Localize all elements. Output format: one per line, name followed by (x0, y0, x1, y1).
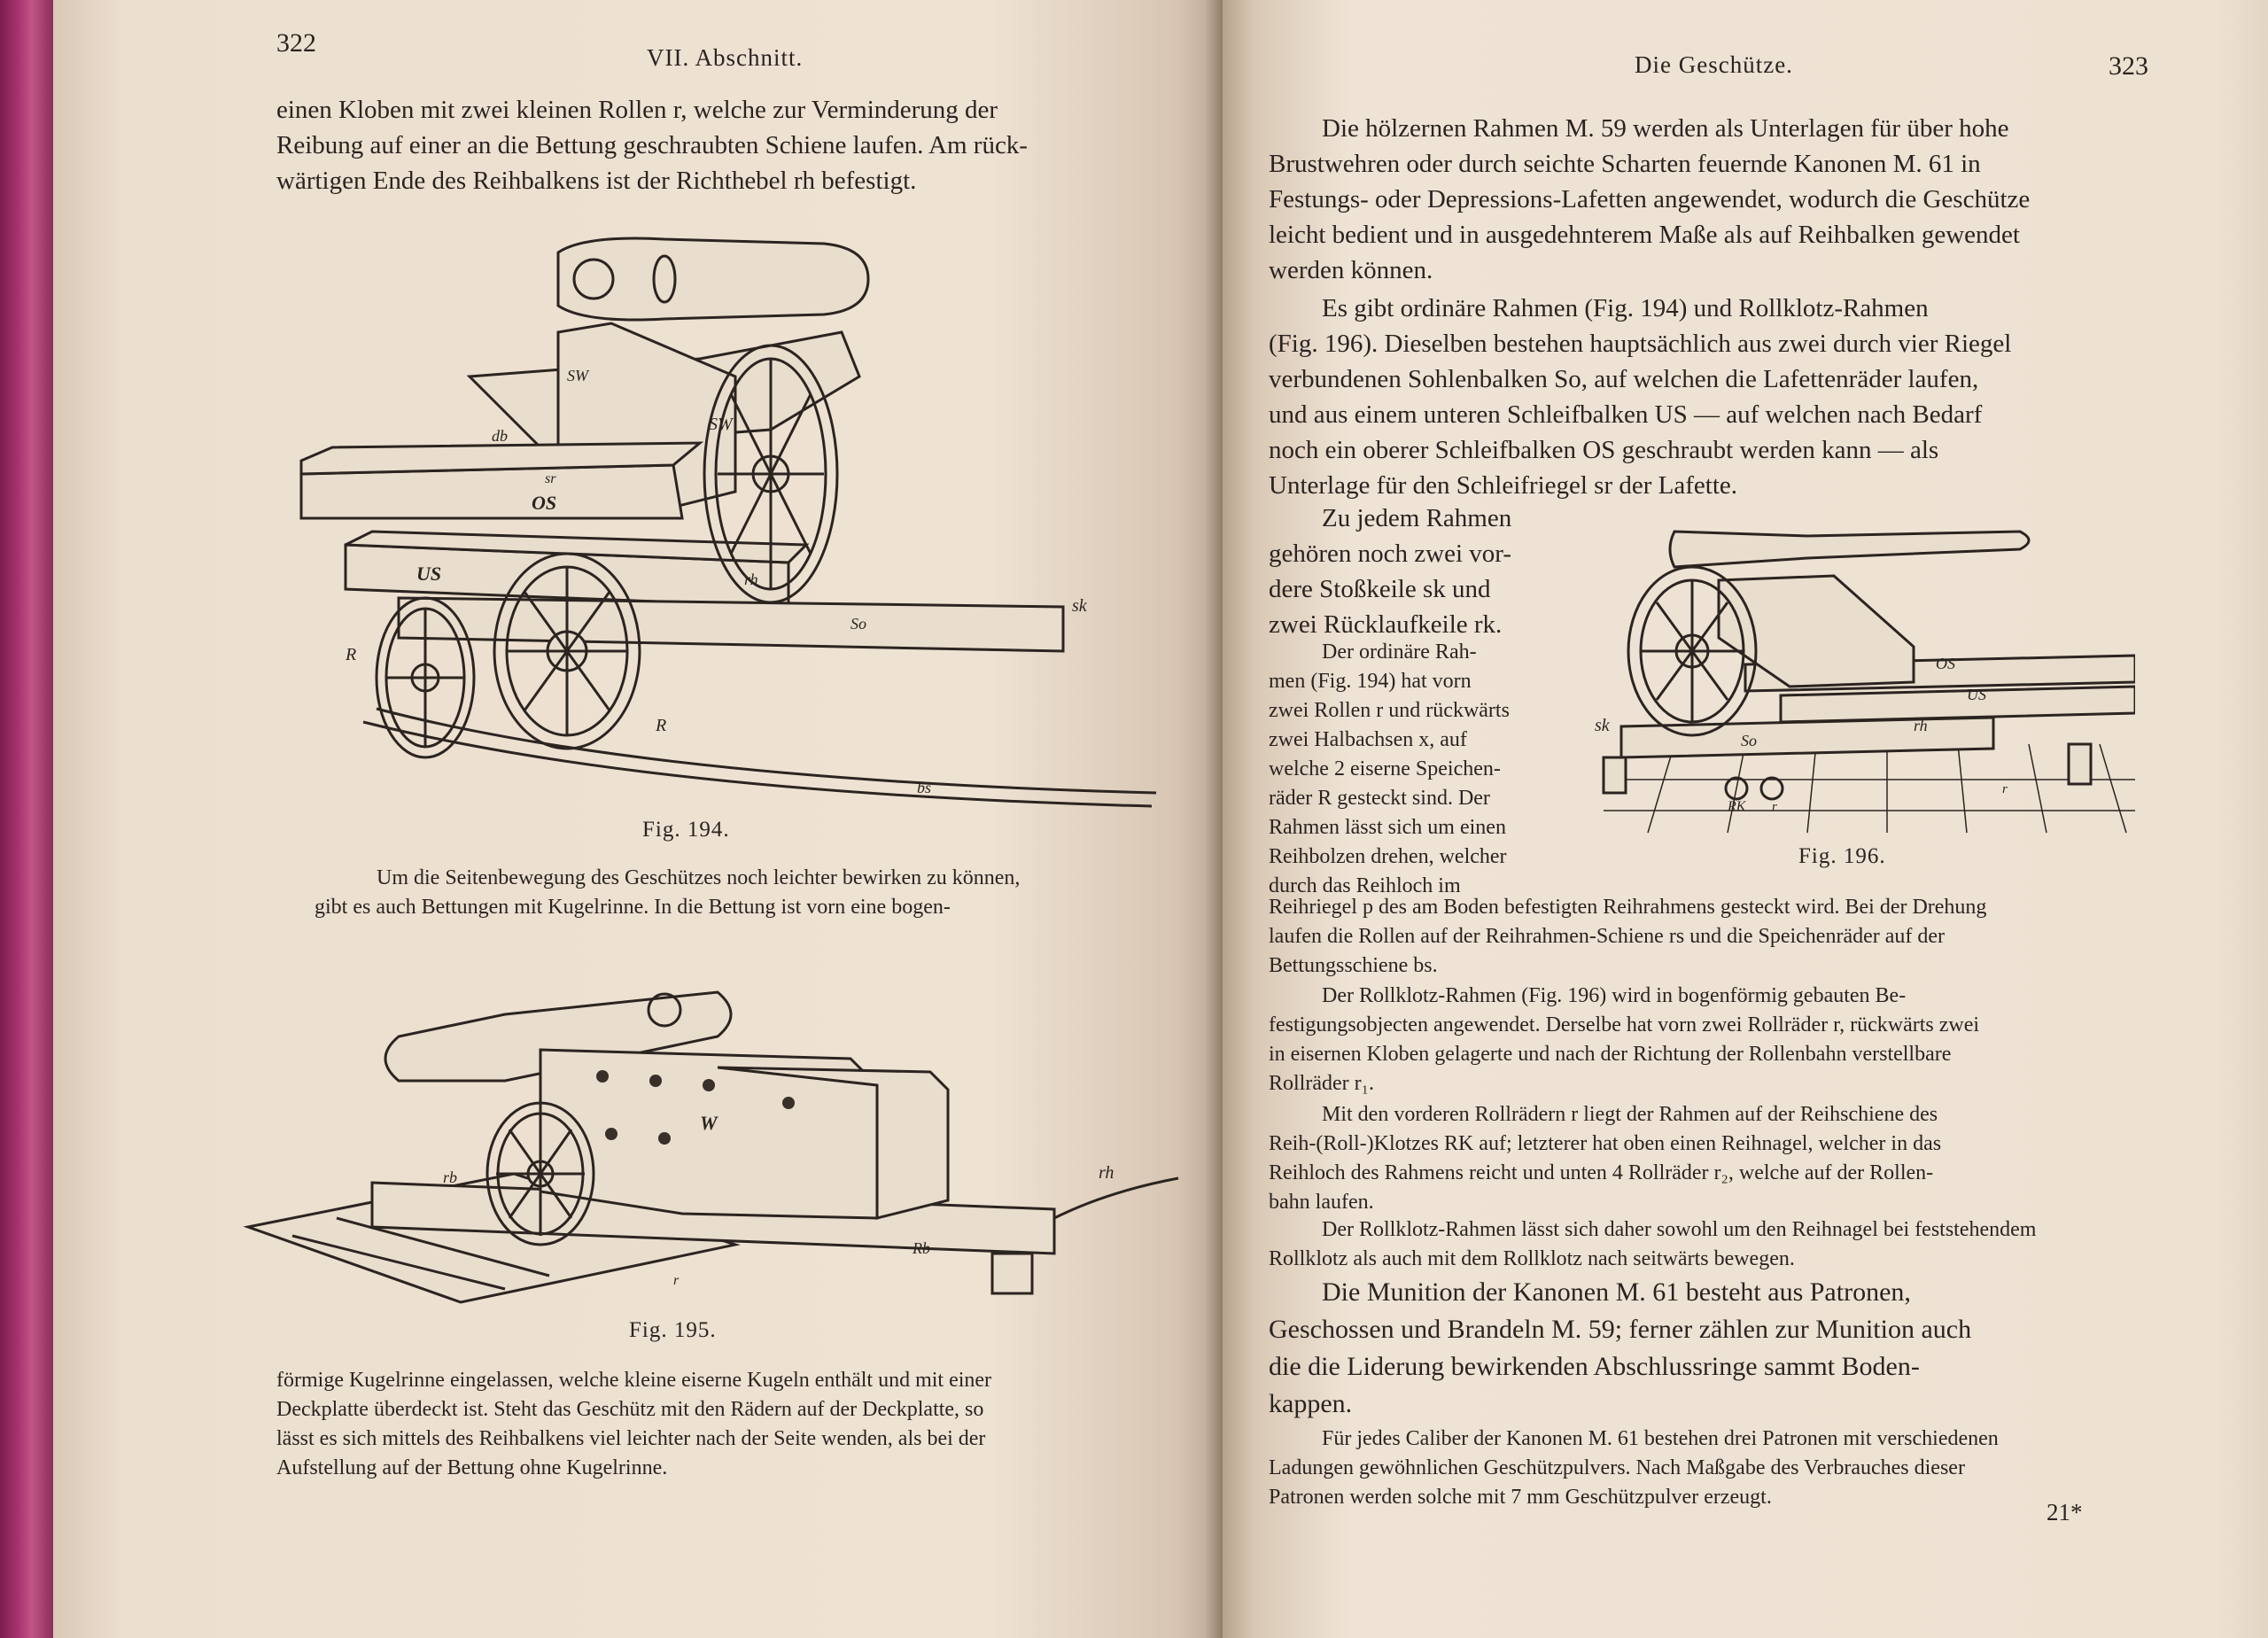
fig195-illustration (239, 952, 1196, 1316)
svg-text:rh: rh (1099, 1163, 1115, 1183)
svg-text:W: W (700, 1112, 718, 1134)
left-intro-text (276, 92, 1207, 198)
svg-text:r: r (2002, 782, 2008, 796)
text-line: durch das Reihloch im (1269, 874, 1461, 897)
text-line: werden können. (1269, 256, 1433, 284)
page-number-right: 323 (2109, 51, 2148, 81)
text-line: Patronen werden solche mit 7 mm Geschützpulver erzeugt. (1269, 1486, 1772, 1509)
svg-text:US: US (1967, 686, 1986, 703)
text-line: noch ein oberer Schleifbalken OS geschraubt werden kann — als (1269, 436, 1939, 464)
right-para8 (1269, 1274, 2190, 1423)
svg-text:R: R (656, 716, 667, 735)
svg-text:rh: rh (1914, 717, 1928, 734)
text-line: Bettungsschiene bs. (1269, 954, 1438, 977)
left-end-text (276, 1366, 1176, 1483)
right-para2 (1269, 291, 2190, 503)
text-line: dere Stoßkeile sk und (1269, 575, 1491, 603)
text-line: Rollräder r₁. (1269, 1072, 1374, 1095)
text-line: Reih-(Roll-)Klotzes RK auf; letzterer hat oben einen Reihnagel, welcher in das (1269, 1132, 1942, 1155)
svg-text:R: R (346, 645, 357, 664)
text-line: zwei Rücklaufkeile rk. (1269, 610, 1503, 639)
text-line: festigungsobjecten angewendet. Derselbe hat vorn zwei Rollräder r, rückwärts zwei (1269, 1013, 1980, 1036)
text-line: Reihriegel p des am Boden befestigten Reihrahmens gesteckt wird. Bei der Drehung (1269, 896, 1987, 919)
signature-mark: 21* (2047, 1499, 2083, 1525)
right-para5 (1269, 982, 2190, 1098)
text-line: Reihbolzen drehen, welcher (1269, 845, 1507, 868)
right-para7 (1269, 1215, 2190, 1274)
text-line: (Fig. 196). Dieselben bestehen hauptsächlich aus zwei durch vier Riegel (1269, 330, 2012, 358)
text-line: Rahmen lässt sich um einen (1269, 816, 1506, 839)
svg-text:Rb: Rb (913, 1239, 930, 1257)
svg-text:db: db (492, 427, 508, 445)
svg-text:bs: bs (917, 779, 932, 796)
fig196-caption: Fig. 196. (1798, 844, 1886, 868)
right-para6 (1269, 1100, 2190, 1217)
text-line: Geschossen und Brandeln M. 59; ferner zählen zur Munition auch (1269, 1315, 1972, 1344)
text-line: Um die Seitenbewegung des Geschützes noch leichter bewirken zu können, (377, 866, 1021, 889)
text-line: laufen die Rollen auf der Reihrahmen-Schiene rs und die Speichenräder auf der (1269, 925, 1946, 948)
text-line: Der Rollklotz-Rahmen (Fig. 196) wird in bogenförmig gebauten Be- (1322, 984, 1907, 1007)
text-line: wärtigen Ende des Reihbalkens ist der Richthebel rh befestigt. (276, 167, 917, 195)
svg-text:So: So (1741, 732, 1757, 749)
svg-text:US: US (416, 563, 442, 585)
svg-text:rh: rh (744, 571, 758, 588)
text-line: Festungs- oder Depressions-Lafetten angewendet, wodurch die Geschütze (1269, 185, 2031, 213)
right-para4-narrow (1269, 638, 1565, 901)
fig196-illustration (1586, 514, 2135, 850)
text-line: gehören noch zwei vor- (1269, 540, 1511, 568)
text-line: förmige Kugelrinne eingelassen, welche kleine eiserne Kugeln enthält und mit einer (276, 1369, 992, 1392)
fig194-illustration (292, 226, 1169, 819)
svg-text:r: r (1772, 800, 1777, 814)
text-line: Brustwehren oder durch seichte Scharten feuernde Kanonen M. 61 in (1269, 150, 1981, 178)
left-page (53, 0, 1223, 1638)
text-line: bahn laufen. (1269, 1191, 1374, 1214)
text-line: men (Fig. 194) hat vorn (1269, 670, 1472, 693)
fig195-caption: Fig. 195. (629, 1318, 717, 1342)
svg-text:sr: sr (545, 471, 556, 486)
text-line: Für jedes Caliber der Kanonen M. 61 bestehen drei Patronen mit verschiedenen (1322, 1427, 1999, 1450)
text-line: Mit den vorderen Rollrädern r liegt der Rahmen auf der Reihschiene des (1322, 1103, 1938, 1126)
right-page (1223, 0, 2268, 1638)
text-line: einen Kloben mit zwei kleinen Rollen r, welche zur Verminderung der (276, 96, 998, 124)
text-line: Rollklotz als auch mit dem Rollklotz nach seitwärts bewegen. (1269, 1247, 1795, 1270)
text-line: die die Liderung bewirkenden Abschlussringe sammt Boden- (1269, 1352, 1920, 1381)
svg-text:SW: SW (709, 415, 733, 434)
text-line: Der ordinäre Rah- (1322, 640, 1477, 664)
text-line: gibt es auch Bettungen mit Kugelrinne. In die Bettung ist vorn eine bogen- (315, 896, 951, 919)
text-line: Reibung auf einer an die Bettung geschraubten Schiene laufen. Am rück- (276, 131, 1028, 159)
text-line: Der Rollklotz-Rahmen lässt sich daher sowohl um den Reihnagel bei feststehendem (1322, 1218, 2037, 1241)
text-line: zwei Rollen r und rückwärts (1269, 699, 1510, 722)
book-edge (0, 0, 53, 1638)
svg-text:rb: rb (443, 1168, 458, 1186)
svg-text:So: So (850, 615, 866, 633)
svg-text:sk: sk (1072, 596, 1087, 616)
text-line: in eisernen Kloben gelagerte und nach der Richtung der Rollenbahn verstellbare (1269, 1043, 1952, 1066)
text-line: leicht bedient und in ausgedehnterem Maße als auf Reihbalken gewendet (1269, 221, 2020, 249)
right-para4-full (1269, 893, 2190, 981)
text-line: zwei Halbachsen x, auf (1269, 728, 1467, 751)
text-line: Reihloch des Rahmens reicht und unten 4 Rollräder r₂, welche auf der Rollen- (1269, 1161, 1934, 1184)
svg-text:sk: sk (1595, 716, 1610, 735)
text-line: räder R gesteckt sind. Der (1269, 787, 1490, 810)
svg-text:OS: OS (1936, 655, 1955, 672)
text-line: Es gibt ordinäre Rahmen (Fig. 194) und Rollklotz-Rahmen (1322, 294, 1929, 322)
text-line: kappen. (1269, 1389, 1353, 1418)
svg-text:RK: RK (1728, 799, 1746, 814)
text-line: welche 2 eiserne Speichen- (1269, 757, 1501, 780)
right-para3 (1269, 501, 1574, 642)
text-line: Unterlage für den Schleifriegel sr der Lafette. (1269, 471, 1737, 500)
text-line: Ladungen gewöhnlichen Geschützpulvers. Nach Maßgabe des Verbrauches dieser (1269, 1456, 1965, 1479)
text-line: Die Munition der Kanonen M. 61 besteht aus Patronen, (1322, 1277, 1911, 1307)
text-line: und aus einem unteren Schleifbalken US — auf welchen nach Bedarf (1269, 400, 1983, 429)
fig194-caption: Fig. 194. (642, 818, 730, 842)
svg-text:r: r (673, 1273, 680, 1288)
right-para1 (1269, 111, 2190, 288)
svg-text:OS: OS (532, 492, 557, 514)
text-line: lässt es sich mittels des Reihbalkens viel leichter nach der Seite wenden, als bei der (276, 1427, 986, 1450)
page-number-left: 322 (276, 28, 316, 58)
running-head-right: Die Geschütze. (1635, 51, 1793, 78)
left-middle-text (315, 864, 1187, 922)
text-line: Die hölzernen Rahmen M. 59 werden als Unterlagen für über hohe (1322, 114, 2009, 143)
running-head-left: VII. Abschnitt. (647, 44, 804, 71)
text-line: Aufstellung auf der Bettung ohne Kugelrinne. (276, 1456, 668, 1479)
text-line: Zu jedem Rahmen (1322, 504, 1512, 532)
text-line: Deckplatte überdeckt ist. Steht das Geschütz mit den Rädern auf der Deckplatte, so (276, 1398, 984, 1421)
text-line: verbundenen Sohlenbalken So, auf welchen die Lafettenräder laufen, (1269, 365, 1979, 393)
svg-text:SW: SW (567, 367, 588, 384)
